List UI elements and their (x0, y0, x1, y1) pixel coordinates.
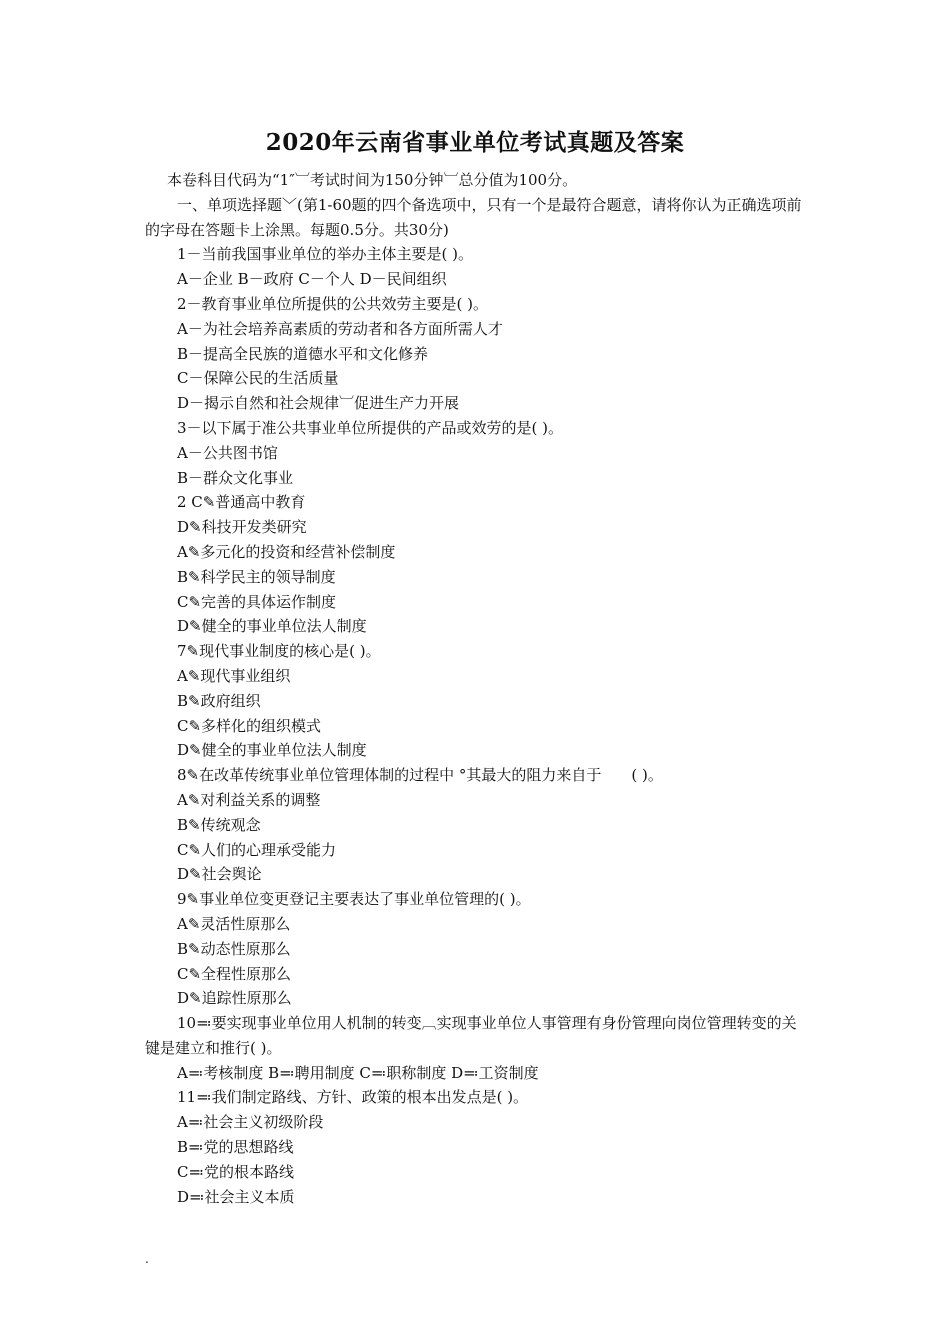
question-line: 7✎现代事业制度的核心是( )。 (177, 642, 381, 661)
question-line: A≕考核制度 B≕聘用制度 C≕职称制度 D≕工资制度 (177, 1063, 539, 1082)
question-line: 2 C✎普通高中教育 (177, 493, 306, 512)
question-line: C✎完善的具体运作制度 (177, 592, 337, 611)
question-line: A－公共图书馆 (177, 443, 278, 462)
question-line: 9✎事业单位变更登记主要表达了事业单位管理的( )。 (177, 890, 531, 909)
question-line: B≕党的思想路线 (177, 1138, 294, 1157)
question-line: C✎多样化的组织模式 (177, 716, 322, 735)
intro-paragraph: 本卷科目代码为“1″︺考试时间为150分钟︺总分值为100分。 (167, 171, 578, 189)
question-line: D✎健全的事业单位法人制度 (177, 617, 367, 636)
question-line: C✎人们的心理承受能力 (177, 840, 337, 859)
question-line: C≕党的根本路线 (177, 1162, 294, 1181)
document-title: 2020年云南省事业单位考试真题及答案 (265, 129, 685, 156)
question-line: B－提高全民族的道德水平和文化修养 (177, 344, 429, 363)
question-line: D≕社会主义本质 (177, 1187, 295, 1206)
question-line: 2－教育事业单位所提供的公共效劳主要是( )。 (177, 294, 489, 313)
question-line: 8✎在改革传统事业单位管理体制的过程中 °其最大的阻力来自于 ( )。 (177, 766, 663, 785)
question-line: D✎科技开发类研究 (177, 518, 307, 537)
question-line: A✎多元化的投资和经营补偿制度 (177, 542, 396, 561)
footer-mark: . (145, 1252, 149, 1266)
question-line: A－为社会培养高素质的劳动者和各方面所需人才 (177, 319, 503, 338)
question-line: A✎现代事业组织 (177, 666, 291, 685)
section-heading: 一、单项选择题﹀(第1-60题的四个备选项中，只有一个是最符合题意，请将你认为正确选项前的字母在答题卡上涂黑。每题0.5分。共30分) (145, 195, 802, 239)
document-body (145, 168, 810, 1209)
question-line: D✎追踪性原那么 (177, 989, 292, 1008)
question-line: B✎动态性原那么 (177, 939, 291, 958)
question-line: 3－以下属于准公共事业单位所提供的产品或效劳的是( )。 (177, 418, 564, 437)
question-line: A≕社会主义初级阶段 (177, 1113, 324, 1132)
question-line: D✎社会舆论 (177, 865, 262, 884)
question-line: B－群众文化事业 (177, 468, 294, 487)
question-line: A✎灵活性原那么 (177, 914, 291, 933)
question-line: A✎对利益关系的调整 (177, 790, 321, 809)
question-line: B✎传统观念 (177, 815, 261, 834)
question-line: D－揭示自然和社会规律︺促进生产力开展 (177, 394, 460, 413)
question-line: B✎科学民主的领导制度 (177, 567, 336, 586)
question-10: 10≕要实现事业单位用人机制的转变︹实现事业单位人事管理有身份管理向岗位管理转变的关键是建立和推行( )。 (145, 1014, 797, 1057)
question-line: D✎健全的事业单位法人制度 (177, 741, 367, 760)
question-line: 11≕我们制定路线、方针、政策的根本出发点是( )。 (177, 1088, 529, 1107)
question-line: B✎政府组织 (177, 691, 261, 710)
tail-question-list (145, 1061, 810, 1210)
question-line: C－保障公民的生活质量 (177, 369, 339, 388)
question-line: 1－当前我国事业单位的举办主体主要是( )。 (177, 245, 474, 264)
question-line: C✎全程性原那么 (177, 964, 292, 983)
question-list (145, 242, 810, 1011)
question-line: A－企业 B－政府 C－个人 D－民间组织 (177, 270, 447, 289)
